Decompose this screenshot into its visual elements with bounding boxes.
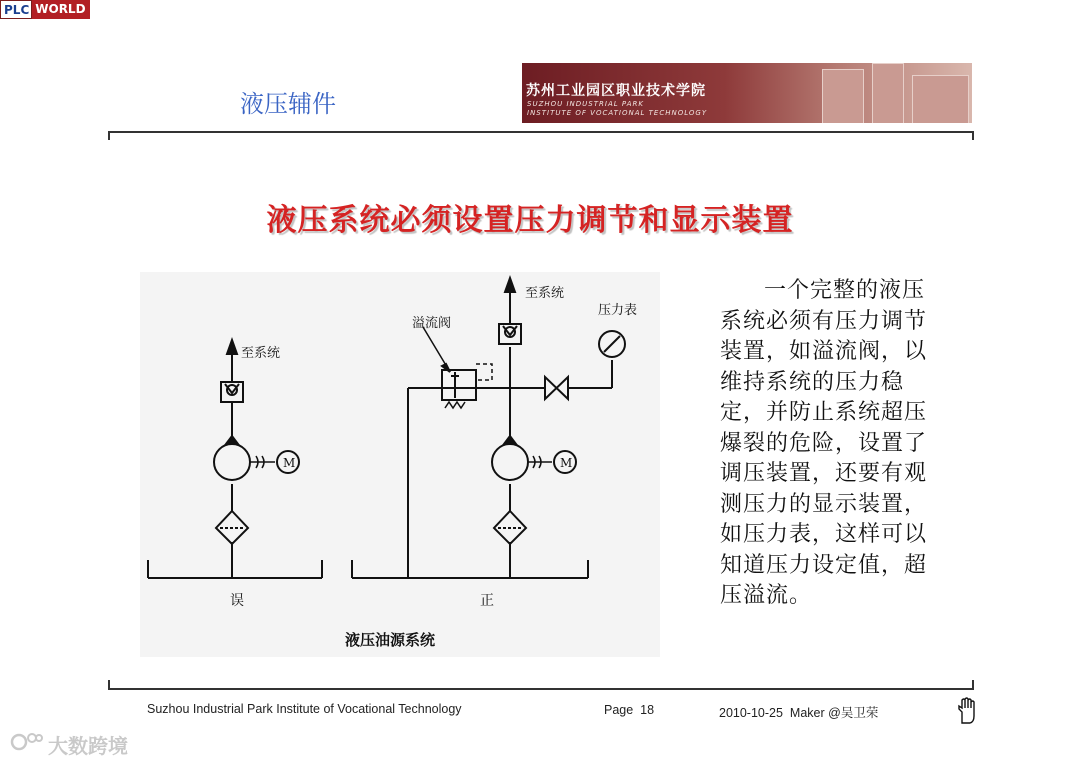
slide-title: 液压系统必须设置压力调节和显示装置 (266, 203, 794, 238)
banner-building-graphic (912, 75, 969, 123)
banner-english-line1: SUZHOU INDUSTRIAL PARK (527, 100, 644, 108)
header-rule-tick-left (108, 131, 110, 140)
section-title: 液压辅件 (240, 90, 336, 118)
right-motor-symbol: M (560, 456, 573, 470)
header-rule-tick-right (972, 131, 974, 140)
logo-part-world: WORLD (32, 0, 89, 19)
pointing-hand-icon[interactable] (953, 696, 983, 726)
footer-maker-name: 吴卫荣 (840, 705, 879, 720)
left-motor-symbol: M (283, 456, 296, 470)
watermark (10, 730, 128, 759)
hydraulic-diagram (140, 272, 660, 657)
diagram-caption: 液压油源系统 (345, 631, 436, 649)
banner-english-line2: INSTITUTE OF VOCATIONAL TECHNOLOGY (527, 109, 708, 117)
shutoff-valve-icon (545, 377, 568, 399)
footer-maker-label: Maker @ (789, 706, 841, 720)
footer-page-label: Page (604, 703, 634, 717)
left-caption-wrong: 误 (230, 593, 244, 609)
plc-world-logo (0, 0, 86, 19)
explanation-paragraph: 一个完整的液压系统必须有压力调节装置，如溢流阀，以维持系统的压力稳定，并防止系统超压爆裂的危险，设置了调压装置，还要有观测压力的显示装置，如压力表，这样可以知道压力设定值，超压溢流。 (720, 278, 928, 608)
left-to-system-label: 至系统 (241, 346, 281, 361)
footer-rule-tick-left (108, 680, 110, 689)
left-pump-icon (214, 444, 250, 480)
relief-valve-label: 溢流阀 (412, 316, 452, 331)
banner-chinese-name: 苏州工业园区职业技术学院 (526, 83, 706, 99)
logo-part-plc: PLC (0, 0, 32, 19)
footer-institute: Suzhou Industrial Park Institute of Vocational Technology (147, 702, 462, 716)
header-rule (108, 131, 974, 133)
footer-rule-tick-right (972, 680, 974, 689)
banner-building-graphic (872, 63, 904, 123)
institute-banner (522, 63, 972, 123)
footer-page (604, 703, 654, 717)
footer-date-maker (719, 703, 878, 721)
relief-valve-icon (442, 370, 476, 400)
right-to-system-label: 至系统 (525, 286, 565, 301)
footer-date: 2010-10-25 (719, 706, 783, 720)
pressure-gauge-label: 压力表 (598, 303, 638, 318)
watermark-logo-icon (10, 730, 44, 759)
footer-page-number: 18 (640, 703, 655, 717)
watermark-text: 大数跨境 (48, 734, 128, 758)
hydraulic-diagram-svg (140, 272, 660, 657)
right-pump-icon (492, 444, 528, 480)
footer-rule (108, 688, 974, 690)
banner-building-graphic (822, 69, 864, 123)
right-caption-correct: 正 (480, 593, 494, 609)
